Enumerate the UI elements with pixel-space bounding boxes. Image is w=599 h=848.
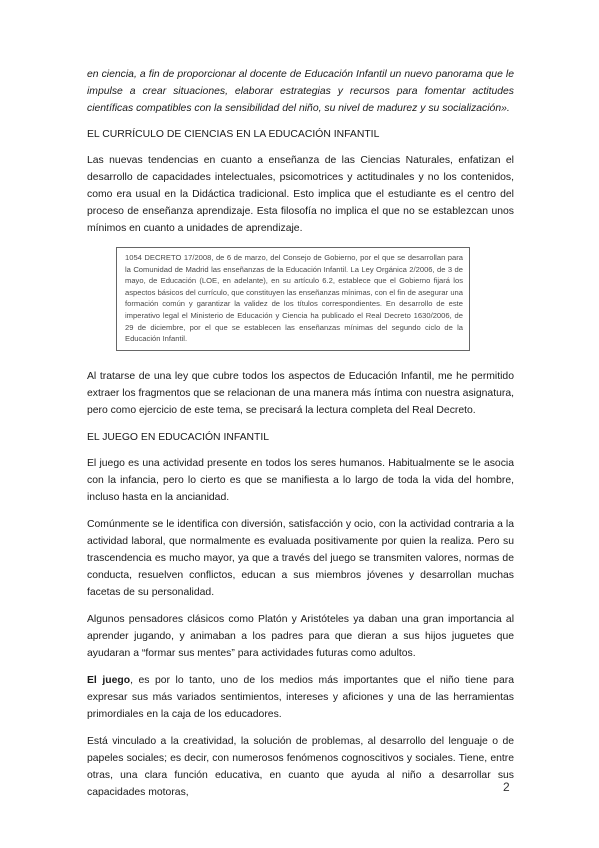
decree-quote-box: 1054 DECRETO 17/2008, de 6 de marzo, del Consejo de Gobierno, por el que se desarrollan para la Comunidad de Madrid las enseñanzas de la Educación Infantil. La Ley Orgánica 2/2006, de 3 de mayo, de Educación (LOE, en adelante), en su artículo 6.2, establece que el Gobierno fijará los aspectos básicos del currículo, que constituyen las enseñanzas mínimas, con el fin de asegurar una formación común y garantizar la validez de los títulos correspondientes. En desarrollo de este imperativo legal el Ministerio de Educación y Ciencia ha publicado el Real Decreto 1630/2006, de 29 de diciembre, por el que se establecen las enseñanzas mínimas del segundo ciclo de la Educación Infantil. bbox=[116, 247, 470, 351]
juego-bold-term: El juego bbox=[87, 674, 131, 686]
juego-paragraph-4 bbox=[87, 672, 514, 723]
juego-paragraph-3: Algunos pensadores clásicos como Platón y Aristóteles ya daban una gran importancia al aprender jugando, y animaban a los padres para que dieran a sus hijos juguetes que ayudaran a “formar sus mentes” para actividades futuras como adultos. bbox=[87, 613, 514, 659]
curriculo-paragraph-1: Las nuevas tendencias en cuanto a enseñanza de las Ciencias Naturales, enfatizan el desarrollo de capacidades intelectuales, psicomotrices y actitudinales y no los contenidos, como era usual en la Didáctica tradicional. Esto implica que el estudiante es el centro del proceso de enseñanza aprendizaje. Esta filosofía no implica el que no se establezcan unos mínimos en cuanto a unidades de aprendizaje. bbox=[87, 155, 514, 234]
section-heading-juego: EL JUEGO EN EDUCACIÓN INFANTIL bbox=[87, 431, 270, 443]
juego-paragraph-5: Está vinculado a la creatividad, la solución de problemas, al desarrollo del lenguaje o de papeles sociales; es decir, con numerosos fenómenos cognoscitivos y sociales. Tiene, entre otras, una clara función educativa, en cuanto que ayuda al niño a desarrollar sus capacidades motoras, bbox=[87, 735, 514, 798]
juego-paragraph-4-text: , es por lo tanto, uno de los medios más importantes que el niño tiene para expresar sus más variados sentimientos, intereses y aficiones y una de las herramientas primordiales en la caja de los educadores. bbox=[87, 674, 514, 720]
juego-paragraph-2: Comúnmente se le identifica con diversión, satisfacción y ocio, con la actividad contraria a la actividad laboral, que normalmente es evaluada positivamente por quien la realiza. Pero su trascendencia es mucho mayor, ya que a través del juego se transmiten valores, normas de conducta, resuelven conflictos, educan a sus miembros jóvenes y desarrollan muchas facetas de su personalidad. bbox=[87, 518, 514, 598]
juego-paragraph-1: El juego es una actividad presente en todos los seres humanos. Habitualmente se le asocia con la infancia, pero lo cierto es que se manifiesta a lo largo de toda la vida del hombre, incluso hasta en la ancianidad. bbox=[87, 457, 514, 503]
section-heading-curriculo: EL CURRÍCULO DE CIENCIAS EN LA EDUCACIÓN INFANTIL bbox=[87, 129, 380, 140]
curriculo-paragraph-2: Al tratarse de una ley que cubre todos los aspectos de Educación Infantil, me he permitido extraer los fragmentos que se relacionan de una manera más íntima con nuestra asignatura, pero como ejercicio de este tema, se precisará la lectura completa del Real Decreto. bbox=[87, 370, 514, 416]
document-page bbox=[87, 66, 514, 811]
page-number: 2 bbox=[503, 780, 510, 794]
intro-paragraph: en ciencia, a fin de proporcionar al docente de Educación Infantil un nuevo panorama que le impulse a crear situaciones, elaborar estrategias y recursos para fomentar actitudes científicas compatibles con la sensibilidad del niño, su nivel de madurez y su socialización». bbox=[87, 69, 514, 114]
